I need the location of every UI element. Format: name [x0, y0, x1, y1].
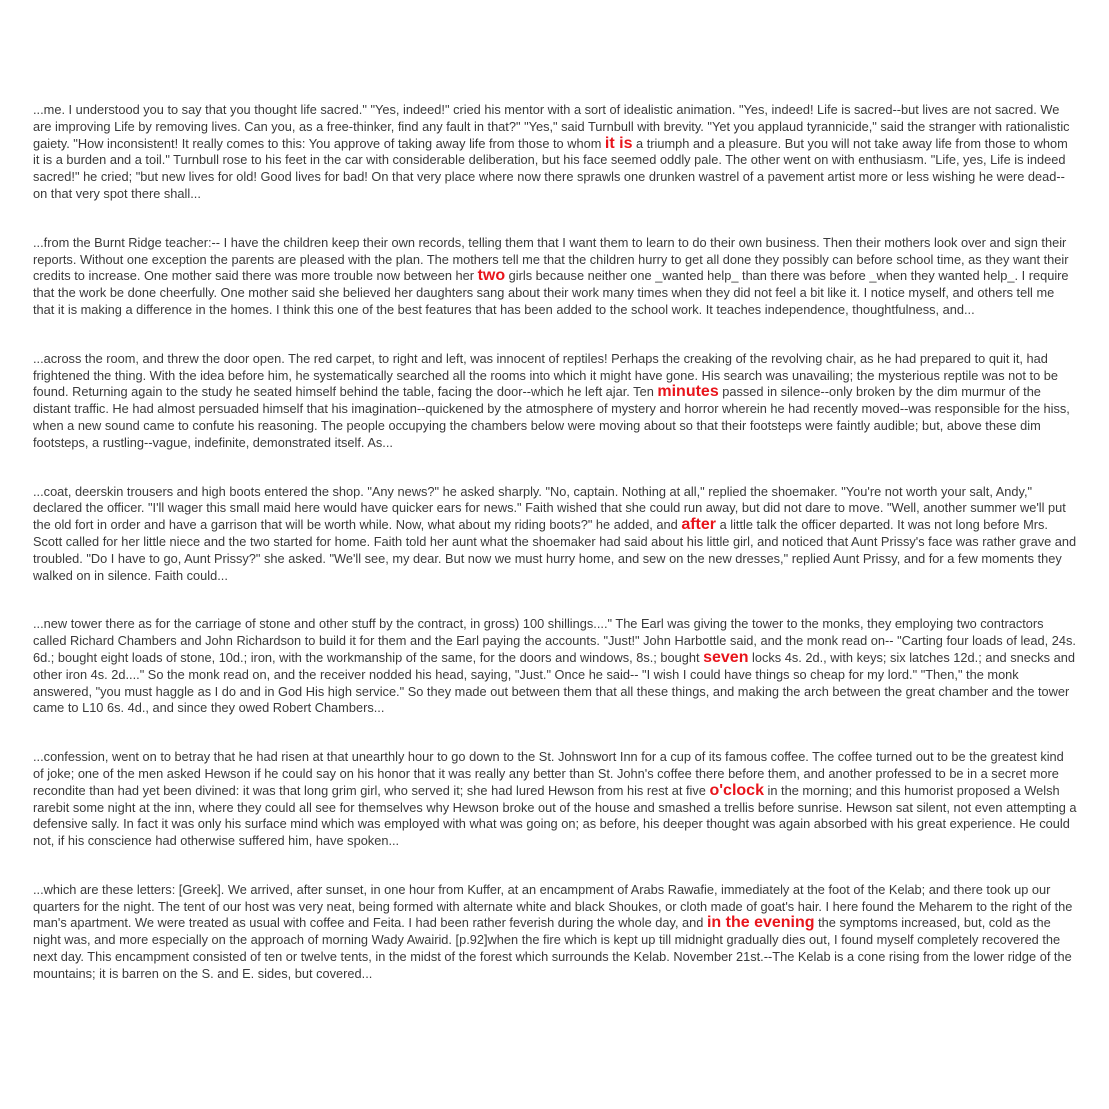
passage-text-before: ...which are these letters: [Greek]. We arrived, after sunset, in one hour from Kuffer, at an encampment of Arabs Rawafie, immediately at the foot of the Kelab; and there took up our quarters for the night. The tent of our host was very neat, being formed with alternate white and black Shoukes, or cloth made of goat's hair. I here found the Meharem to the right of the man's apartment. We were treated as usual with coffee and Feita. I had been rather feverish during the whole day, and [33, 881, 1073, 931]
passage-text-after: girls because neither one _wanted help_ than there was before _when they wanted help_. I require that the work be done cheerfully. One mother said she believed her daughters sang about their work many times when they did not feel a bit like it. I notice myself, and others tell me that it is making a difference in the homes. I think this one of the best features that has been added to the school work. It teaches independence, thoughtfulness, and... [33, 268, 1069, 317]
passage-text-before: ...new tower there as for the carriage of stone and other stuff by the contract, in gross) 100 shillings...." The Earl was giving the tower to the monks, they employing two contractors called Richard Chambers and John Richardson to build it for them and the Earl paying the accounts. "Just!" John Harbottle said, and the monk read on-- "Carting four loads of lead, 24s. 6d.; bought eight loads of stone, 10d.; iron, with the workmanship of the same, for the doors and windows, 8s.; bought [33, 616, 1076, 665]
passage-text-before: ...coat, deerskin trousers and high boots entered the shop. "Any news?" he asked sharply. "No, captain. Nothing at all," replied the shoemaker. "You're not worth your salt, Andy," declared the officer. "I'll wager this small maid here would have quicker ears for news." Faith wished that she could run away, but did not dare to move. "Well, another summer we'll put the old fort in order and have a garrison that will be worth while. Now, what about my riding boots?" he added, and [33, 483, 1066, 533]
highlighted-phrase: it is [604, 134, 633, 152]
passage-text-after: a triumph and a pleasure. But you will not take away life from those to whom it is a burden and a toil." Turnbull rose to his feet in the car with considerable deliberation, but his face seemed oddly pale. The other went on with enthusiasm. "Life, yes, Life is indeed sacred!" he cried; "but new lives for old! Good lives for bad! On that very place where now there sprawls one drunken wastrel of a pavement artist more or less wishing he were dead--on that very spot there shall... [33, 135, 1068, 201]
highlighted-phrase: in the evening [706, 914, 815, 932]
passage-text-before: ...me. I understood you to say that you thought life sacred." "Yes, indeed!" cried his mentor with a sort of idealistic animation. "Yes, indeed! Life is sacred--but lives are not sacred. We are improving Life by removing lives. Can you, as a free-thinker, find any fault in that?" "Yes," said Turnbull with brevity. "Yet you applaud tyrannicide," said the stranger with rationalistic gaiety. "How inconsistent! It really comes to this: You approve of taking away life from those to whom [33, 102, 1070, 151]
passage-text-after: in the morning; and this humorist proposed a Welsh rarebit some night at the inn, where they could all see for themselves why Hewson broke out of the house and smashed a trellis before sunrise. Hewson sat silent, not even attempting a defensive sally. In fact it was only his surface mind which was employed with what was going on; as before, his deeper thought was again absorbed with his great experience. He could not, if his conscience had otherwise suffered him, have spoken... [33, 782, 1077, 849]
passage-1 [33, 102, 1077, 203]
passage-text-after: a little talk the officer departed. It was not long before Mrs. Scott called for her little niece and the two started for home. Faith told her aunt what the shoemaker had said about his little girl, and noticed that Aunt Prissy's face was rather grave and troubled. "Do I have to go, Aunt Prissy?" she asked. "We'll see, my dear. But now we must hurry home, and sew on the new dresses," replied Aunt Prissy, and for a few moments they walked on in silence. Faith could... [33, 517, 1077, 583]
highlighted-phrase: minutes [657, 383, 719, 401]
passage-7 [33, 882, 1077, 983]
highlighted-phrase: o'clock [709, 781, 764, 799]
highlighted-phrase: two [477, 267, 506, 285]
passage-3 [33, 351, 1077, 452]
highlighted-phrase: after [681, 516, 717, 534]
passage-6 [33, 749, 1077, 850]
highlighted-phrase: seven [703, 648, 749, 666]
passage-4 [33, 484, 1077, 585]
passage-text-after: locks 4s. 2d., with keys; six latches 12d.; and snecks and other iron 4s. 2d...." So the monk read on, and the receiver nodded his head, saying, "Just." Once he said-- "I wish I could have things so cheap for my lord." "Then," the monk answered, "you must haggle as I do and in God His high service." So they made out between them that all these things, and making the arch between the great chamber and the tower came to L10 6s. 4d., and since they owed Robert Chambers... [33, 649, 1075, 716]
passage-text-after: passed in silence--only broken by the dim murmur of the distant traffic. He had almost persuaded himself that his imagination--quickened by the atmosphere of mystery and horror wherein he had recently moved--was responsible for the hiss, when a new sound came to confute his reasoning. The people occupying the chambers below were moving about so that their footsteps were faintly audible; but, above these dim footsteps, a rustling--vague, indefinite, demonstrated itself. As... [33, 384, 1070, 450]
passage-text-before: ...confession, went on to betray that he had risen at that unearthly hour to go down to the St. Johnswort Inn for a cup of its famous coffee. The coffee turned out to be the greatest kind of joke; one of the men asked Hewson if he could say on his honor that it was really any better than St. John's coffee there before them, and another professed to be in a secret more recondite than had yet been divined: it was that long grim girl, who served it; she had lured Hewson from his rest at five [33, 749, 1064, 798]
passage-text-before: ...from the Burnt Ridge teacher:-- I have the children keep their own records, telling them that I want them to learn to do their own business. Then their mothers look over and sign their reports. Without one exception the parents are pleased with the plan. The mothers tell me that the children hurry to get all done they possibly can before school time, as they want their credits to increase. One mother said there was more trouble now between her [33, 234, 1069, 284]
passage-text-after: the symptoms increased, but, cold as the night was, and more especially on the approach of morning Wady Awairid. [p.92]when the fire which is kept up till midnight gradually dies out, I found myself completely recovered the next day. This encampment consisted of ten or twelve tents, in the midst of the forest which surrounds the Kelab. November 21st.--The Kelab is a cone rising from the lower ridge of the mountains; it is barren on the S. and E. sides, but covered... [33, 915, 1072, 981]
document-page [33, 102, 1077, 1015]
passage-2 [33, 235, 1077, 319]
passage-5 [33, 616, 1077, 717]
passage-text-before: ...across the room, and threw the door open. The red carpet, to right and left, was innocent of reptiles! Perhaps the creaking of the revolving chair, as he had prepared to quit it, had frightened the thing. With the idea before him, he systematically searched all the rooms into which it might have gone. His search was unavailing; the mysterious reptile was not to be found. Returning again to the study he seated himself behind the table, facing the door--which he left ajar. Ten [33, 350, 1058, 400]
